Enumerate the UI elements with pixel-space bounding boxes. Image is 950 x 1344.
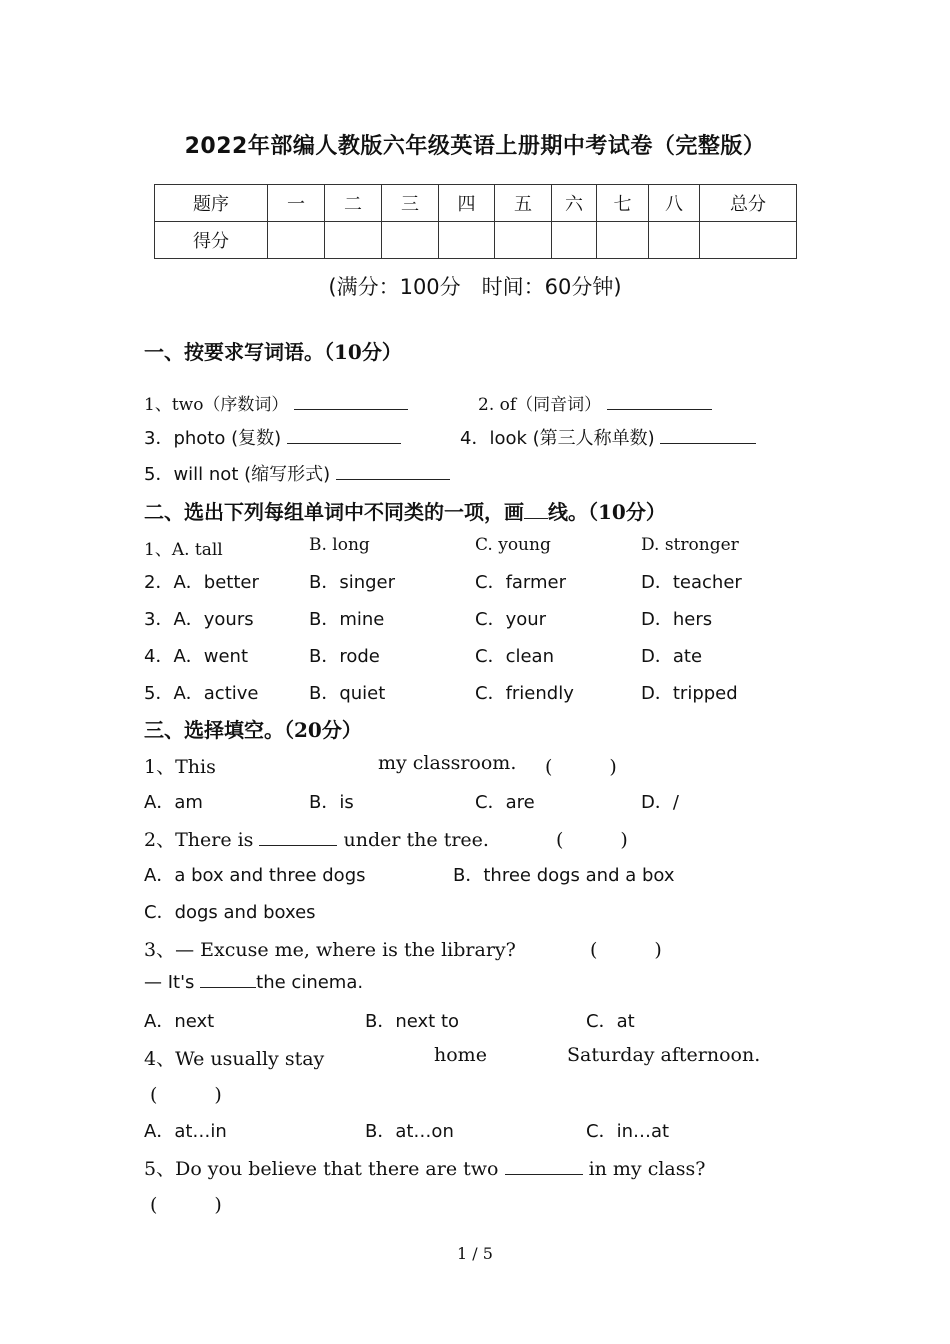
- section2-row1-a: 1、A. tall: [144, 540, 223, 560]
- section1-q5: [144, 460, 450, 486]
- answer-blank[interactable]: [607, 393, 712, 410]
- section1-q4-text: 4．look (第三人称单数): [460, 428, 655, 449]
- section2-row2-a: 2．A．better: [144, 572, 259, 593]
- page-title: 2022年部编人教版六年级英语上册期中考试卷（完整版）: [184, 134, 766, 159]
- section2-row4-a: 4．A．went: [144, 646, 249, 667]
- section2-row4-c: C．clean: [475, 646, 554, 667]
- col-header-5: 五: [495, 185, 552, 222]
- section3-q4-opt-b[interactable]: B．at…on: [365, 1121, 454, 1142]
- section3-q1-stem-b: my classroom.: [378, 752, 517, 774]
- section2-heading-tail: 线。（10分）: [548, 500, 666, 524]
- score-cell-total[interactable]: [700, 222, 797, 259]
- col-header-1: 一: [268, 185, 325, 222]
- col-header-3: 三: [382, 185, 439, 222]
- section1-q1: [144, 390, 408, 415]
- col-header-2: 二: [325, 185, 382, 222]
- section3-q3-stem-b-text: — It's: [144, 972, 195, 993]
- section2-row2-d: D．teacher: [641, 572, 742, 593]
- section1-q3: [144, 424, 401, 450]
- section3-q2-opt-c[interactable]: C．dogs and boxes: [144, 902, 316, 923]
- section2-row1-b: B. long: [309, 535, 370, 555]
- section3-q2-stem-b: under the tree.: [343, 829, 489, 851]
- section2-row1-c: C. young: [475, 535, 551, 555]
- section3-q3-stem-c: the cinema.: [256, 972, 364, 993]
- section3-q5-stem: [144, 1154, 705, 1181]
- section3-q4-stem-c: Saturday afternoon.: [567, 1044, 761, 1066]
- section2-row1-d: D. stronger: [641, 535, 739, 555]
- answer-blank[interactable]: [200, 971, 256, 988]
- section2-row3-d: D．hers: [641, 609, 713, 630]
- section2-row3-c: C．your: [475, 609, 547, 630]
- section3-q1-opt-b[interactable]: B．is: [309, 792, 354, 813]
- section3-q3-opt-b[interactable]: B．next to: [365, 1011, 460, 1032]
- col-header-8: 八: [649, 185, 700, 222]
- section1-q1-text: 1、two（序数词）: [144, 395, 289, 415]
- section3-q1-opt-d[interactable]: D．/: [641, 792, 679, 813]
- section2-row2-b: B．singer: [309, 572, 396, 593]
- section3-q4-opt-a[interactable]: A．at…in: [144, 1121, 227, 1142]
- score-cell[interactable]: [268, 222, 325, 259]
- answer-blank[interactable]: [287, 427, 401, 444]
- score-cell[interactable]: [382, 222, 439, 259]
- section2-row5-a: 5．A．active: [144, 683, 259, 704]
- section3-q2-opt-b[interactable]: B．three dogs and a box: [453, 865, 675, 886]
- row-label-score: 得分: [155, 222, 268, 259]
- score-cell[interactable]: [597, 222, 649, 259]
- answer-blank[interactable]: [660, 427, 756, 444]
- section3-q2-stem: [144, 825, 489, 852]
- section2-row4-d: D．ate: [641, 646, 703, 667]
- section2-row4-b: B．rode: [309, 646, 380, 667]
- section2-row5-b: B．quiet: [309, 683, 386, 704]
- section3-q5-stem-a: 5、Do you believe that there are two: [144, 1158, 499, 1180]
- section1-heading: 一、按要求写词语。（10分）: [144, 340, 402, 364]
- section2-row3-a: 3．A．yours: [144, 609, 254, 630]
- score-table: [154, 184, 797, 259]
- col-header-total: 总分: [700, 185, 797, 222]
- score-cell[interactable]: [439, 222, 495, 259]
- section3-heading: 三、选择填空。（20分）: [144, 718, 362, 742]
- score-table-score-row: [155, 222, 797, 259]
- section3-q1-opt-c[interactable]: C．are: [475, 792, 535, 813]
- score-cell[interactable]: [552, 222, 597, 259]
- score-cell[interactable]: [495, 222, 552, 259]
- col-header-7: 七: [597, 185, 649, 222]
- underline-mark: [524, 500, 548, 519]
- section2-row3-b: B．mine: [309, 609, 385, 630]
- answer-blank[interactable]: [505, 1158, 583, 1175]
- section3-q4-stem-b: home: [434, 1044, 487, 1066]
- answer-paren[interactable]: ( ): [556, 829, 628, 851]
- section3-q4-stem-a: 4、We usually stay: [144, 1048, 325, 1070]
- answer-blank[interactable]: [294, 393, 408, 410]
- answer-blank[interactable]: [336, 463, 450, 480]
- col-header-4: 四: [439, 185, 495, 222]
- page-number: 1 / 5: [457, 1244, 493, 1263]
- section2-row5-c: C．friendly: [475, 683, 574, 704]
- section1-q5-text: 5．will not (缩写形式): [144, 464, 331, 485]
- section3-q5-stem-b: in my class?: [588, 1158, 706, 1180]
- section3-q3-opt-a[interactable]: A．next: [144, 1011, 215, 1032]
- row-label-order: 题序: [155, 185, 268, 222]
- section3-q2-stem-a: 2、There is: [144, 829, 254, 851]
- section2-heading-text: 二、选出下列每组单词中不同类的一项，画: [144, 500, 524, 524]
- score-cell[interactable]: [649, 222, 700, 259]
- answer-paren[interactable]: ( ): [545, 756, 617, 778]
- answer-paren[interactable]: ( ): [150, 1084, 222, 1106]
- section3-q4-opt-c[interactable]: C．in…at: [586, 1121, 670, 1142]
- section3-q3-stem-a: 3、— Excuse me, where is the library?: [144, 939, 516, 961]
- section2-row5-d: D．tripped: [641, 683, 738, 704]
- exam-info: (满分：100分 时间：60分钟): [328, 275, 622, 299]
- col-header-6: 六: [552, 185, 597, 222]
- answer-paren[interactable]: ( ): [150, 1194, 222, 1216]
- answer-blank[interactable]: [259, 829, 337, 846]
- section2-row2-c: C．farmer: [475, 572, 567, 593]
- section3-q1-stem-a: 1、This: [144, 756, 216, 778]
- section1-q2-text: 2. of（同音词）: [478, 395, 602, 415]
- answer-paren[interactable]: ( ): [590, 939, 662, 961]
- section1-q3-text: 3．photo (复数): [144, 428, 282, 449]
- section3-q1-opt-a[interactable]: A．am: [144, 792, 203, 813]
- score-table-header-row: [155, 185, 797, 222]
- section1-q4: [460, 424, 756, 450]
- score-cell[interactable]: [325, 222, 382, 259]
- section3-q2-opt-a[interactable]: A．a box and three dogs: [144, 865, 366, 886]
- section3-q3-stem-b: [144, 971, 363, 993]
- section3-q3-opt-c[interactable]: C．at: [586, 1011, 635, 1032]
- section2-heading: [144, 496, 666, 525]
- section1-q2: [478, 390, 712, 415]
